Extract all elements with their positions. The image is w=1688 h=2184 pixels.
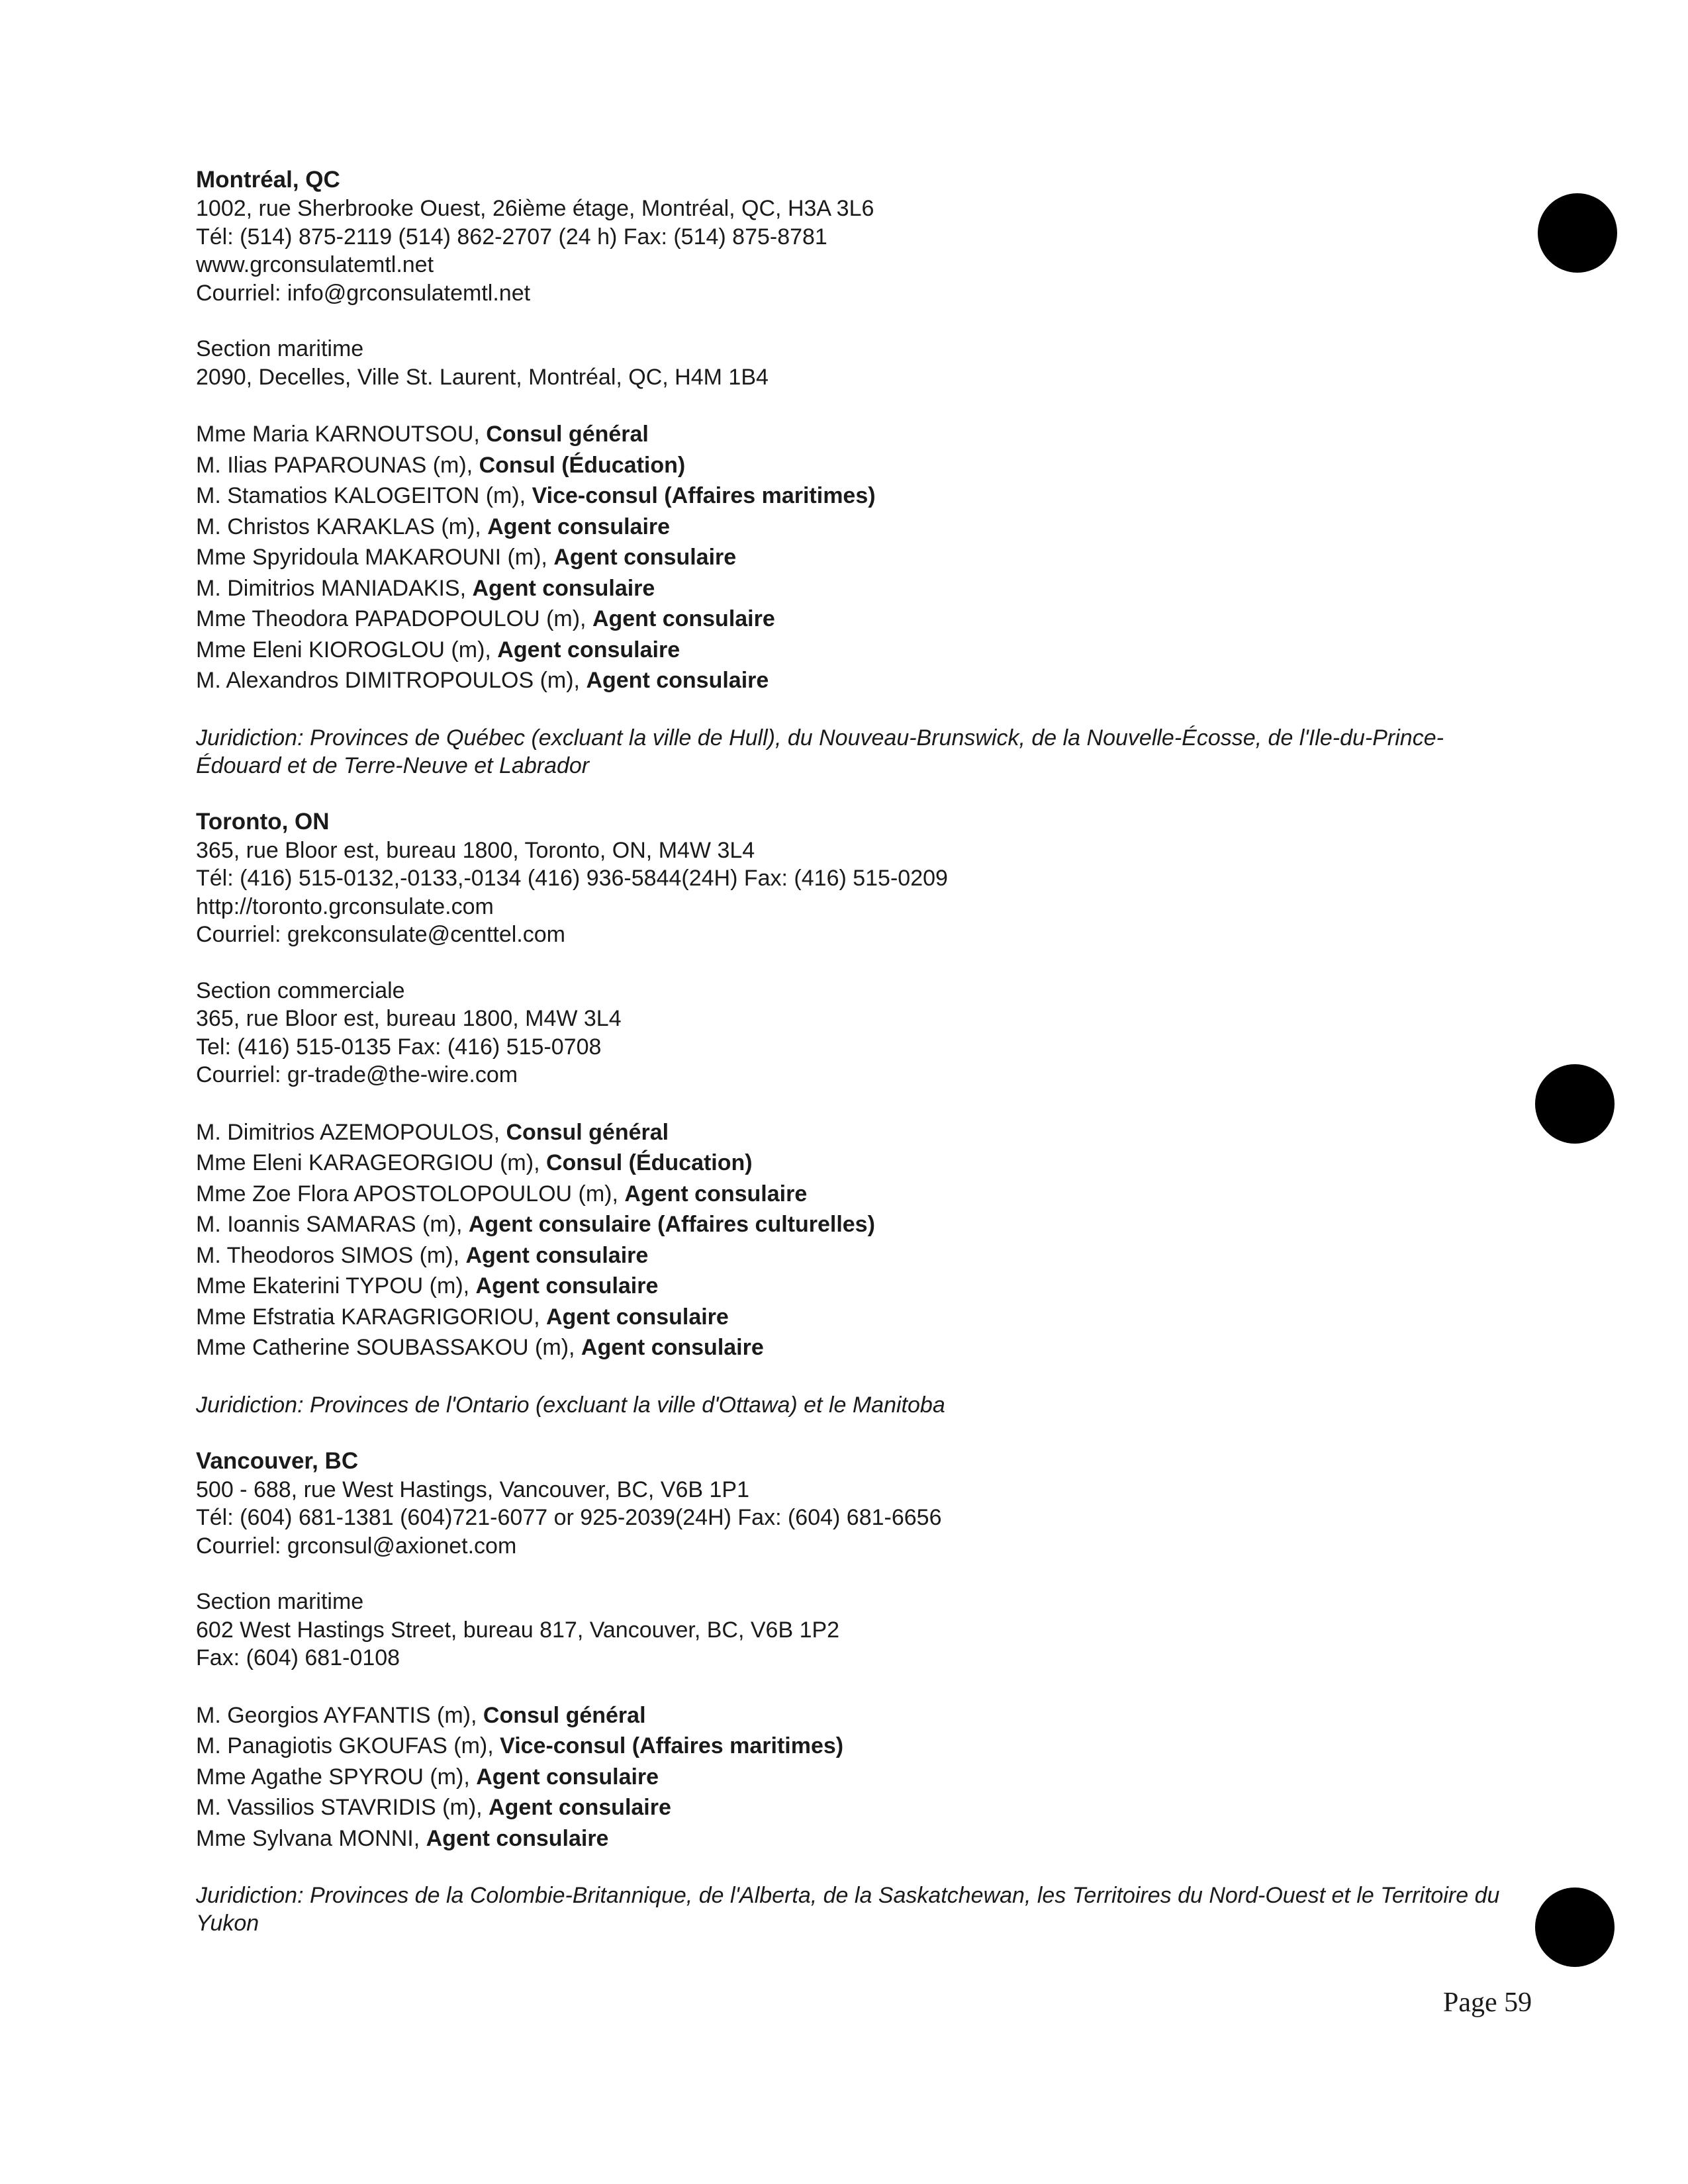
- staff-role: Agent consulaire: [581, 1335, 764, 1360]
- punch-hole-bottom: [1535, 1888, 1615, 1967]
- staff-entry: [196, 450, 1507, 481]
- address: 365, rue Bloor est, bureau 1800, Toronto, ON, M4W 3L4: [196, 837, 755, 863]
- staff-role: Agent consulaire: [487, 514, 671, 539]
- staff-name: Mme Eleni KIOROGLOU (m),: [196, 637, 498, 662]
- staff-entry: [196, 1179, 1507, 1210]
- staff-name: Mme Eleni KARAGEORGIOU (m),: [196, 1150, 546, 1175]
- website: www.grconsulatemtl.net: [196, 252, 434, 277]
- staff-entry: [196, 1731, 1507, 1762]
- email: Courriel: grconsul@axionet.com: [196, 1533, 517, 1559]
- staff-role: Agent consulaire: [426, 1825, 609, 1851]
- staff-entry: [196, 542, 1507, 573]
- staff-role: Vice-consul (Affaires maritimes): [532, 483, 876, 508]
- staff-list: [196, 1700, 1507, 1854]
- staff-name: M. Ilias PAPAROUNAS (m),: [196, 452, 479, 478]
- sub-section-fax: Fax: (604) 681-0108: [196, 1645, 400, 1670]
- staff-role: Agent consulaire: [472, 575, 655, 601]
- staff-role: Agent consulaire (Affaires culturelles): [468, 1212, 875, 1237]
- staff-role: Agent consulaire: [489, 1795, 671, 1820]
- staff-name: M. Theodoros SIMOS (m),: [196, 1242, 466, 1268]
- city-heading: Toronto, ON: [196, 808, 330, 835]
- website: http://toronto.grconsulate.com: [196, 893, 494, 919]
- staff-entry: [196, 512, 1507, 543]
- staff-entry: [196, 1302, 1507, 1333]
- staff-entry: [196, 419, 1507, 450]
- staff-name: Mme Maria KARNOUTSOU,: [196, 422, 487, 447]
- phone: Tél: (604) 681-1381 (604)721-6077 or 925-2039(24H) Fax: (604) 681-6656: [196, 1505, 942, 1530]
- sub-section-address: 602 West Hastings Street, bureau 817, Vancouver, BC, V6B 1P2: [196, 1617, 840, 1643]
- staff-role: Consul général: [506, 1119, 669, 1145]
- staff-role: Agent consulaire: [465, 1242, 649, 1268]
- jurisdiction-note: Juridiction: Provinces de la Colombie-Britannique, de l'Alberta, de la Saskatchewan, les Territoires du Nord-Ouest et le Territoire du Yukon: [196, 1883, 1500, 1936]
- staff-entry: [196, 604, 1507, 635]
- staff-role: Agent consulaire: [475, 1273, 659, 1298]
- staff-entry: [196, 1148, 1507, 1179]
- staff-name: M. Dimitrios AZEMOPOULOS,: [196, 1119, 506, 1145]
- staff-name: Mme Spyridoula MAKAROUNI (m),: [196, 545, 554, 570]
- sub-section-title: Section maritime: [196, 1589, 364, 1614]
- staff-role: Agent consulaire: [476, 1764, 659, 1790]
- staff-name: M. Vassilios STAVRIDIS (m),: [196, 1795, 489, 1820]
- staff-entry: [196, 1209, 1507, 1240]
- address: 1002, rue Sherbrooke Ouest, 26ième étage, Montréal, QC, H3A 3L6: [196, 196, 874, 221]
- consulate-directory: [196, 165, 1507, 1937]
- staff-role: Consul (Éducation): [479, 452, 686, 478]
- staff-entry: [196, 635, 1507, 666]
- staff-name: M. Dimitrios MANIADAKIS,: [196, 575, 473, 601]
- phone: Tél: (416) 515-0132,-0133,-0134 (416) 936-5844(24H) Fax: (416) 515-0209: [196, 866, 948, 891]
- consulate-vancouver: [196, 1447, 1507, 1938]
- staff-entry: [196, 1240, 1507, 1271]
- staff-role: Agent consulaire: [545, 1304, 729, 1330]
- staff-name: Mme Agathe SPYROU (m),: [196, 1764, 477, 1790]
- email: Courriel: info@grconsulatemtl.net: [196, 280, 531, 306]
- staff-entry: [196, 1792, 1507, 1823]
- sub-section-email: Courriel: gr-trade@the-wire.com: [196, 1062, 518, 1087]
- staff-entry: [196, 1271, 1507, 1302]
- staff-role: Vice-consul (Affaires maritimes): [500, 1733, 844, 1758]
- page-number: Page 59: [1443, 1987, 1532, 2018]
- staff-entry: [196, 1117, 1507, 1148]
- staff-name: Mme Efstratia KARAGRIGORIOU,: [196, 1304, 546, 1330]
- staff-list: [196, 1117, 1507, 1363]
- staff-role: Agent consulaire: [497, 637, 680, 662]
- staff-role: Agent consulaire: [592, 606, 775, 631]
- staff-name: Mme Catherine SOUBASSAKOU (m),: [196, 1335, 581, 1360]
- email: Courriel: grekconsulate@centtel.com: [196, 922, 565, 947]
- staff-name: Mme Sylvana MONNI,: [196, 1825, 426, 1851]
- punch-hole-middle: [1535, 1064, 1615, 1144]
- staff-entry: [196, 573, 1507, 604]
- consulate-toronto: [196, 807, 1507, 1419]
- consulate-montreal: [196, 165, 1507, 780]
- staff-role: Agent consulaire: [553, 545, 737, 570]
- staff-name: Mme Ekaterini TYPOU (m),: [196, 1273, 476, 1298]
- staff-list: [196, 419, 1507, 696]
- city-heading: Vancouver, BC: [196, 1447, 359, 1474]
- sub-section-address: 365, rue Bloor est, bureau 1800, M4W 3L4: [196, 1006, 622, 1031]
- staff-name: Mme Zoe Flora APOSTOLOPOULOU (m),: [196, 1181, 625, 1206]
- staff-name: M. Ioannis SAMARAS (m),: [196, 1212, 469, 1237]
- staff-role: Agent consulaire: [624, 1181, 808, 1206]
- staff-role: Consul général: [486, 422, 649, 447]
- staff-entry: [196, 480, 1507, 512]
- jurisdiction-note: Juridiction: Provinces de Québec (excluant la ville de Hull), du Nouveau-Brunswick, de la Nouvelle-Écosse, de l'Ile-du-Prince-Édouard et de Terre-Neuve et Labrador: [196, 725, 1444, 778]
- sub-section-phone: Tel: (416) 515-0135 Fax: (416) 515-0708: [196, 1034, 602, 1060]
- staff-entry: [196, 1700, 1507, 1731]
- staff-entry: [196, 1332, 1507, 1363]
- staff-role: Consul général: [483, 1702, 646, 1728]
- jurisdiction-note: Juridiction: Provinces de l'Ontario (excluant la ville d'Ottawa) et le Manitoba: [196, 1392, 945, 1418]
- staff-name: M. Stamatios KALOGEITON (m),: [196, 483, 532, 508]
- phone: Tél: (514) 875-2119 (514) 862-2707 (24 h) Fax: (514) 875-8781: [196, 224, 827, 250]
- sub-section-title: Section commerciale: [196, 978, 405, 1003]
- punch-hole-top: [1538, 193, 1617, 273]
- sub-section-title: Section maritime: [196, 336, 364, 361]
- sub-section-address: 2090, Decelles, Ville St. Laurent, Montréal, QC, H4M 1B4: [196, 364, 769, 390]
- staff-entry: [196, 1823, 1507, 1854]
- staff-name: M. Christos KARAKLAS (m),: [196, 514, 488, 539]
- city-heading: Montréal, QC: [196, 167, 340, 193]
- staff-entry: [196, 1762, 1507, 1793]
- staff-role: Agent consulaire: [586, 668, 769, 693]
- staff-name: Mme Theodora PAPADOPOULOU (m),: [196, 606, 592, 631]
- staff-name: M. Alexandros DIMITROPOULOS (m),: [196, 668, 586, 693]
- address: 500 - 688, rue West Hastings, Vancouver, BC, V6B 1P1: [196, 1477, 749, 1502]
- staff-role: Consul (Éducation): [545, 1150, 753, 1175]
- staff-entry: [196, 665, 1507, 696]
- staff-name: M. Panagiotis GKOUFAS (m),: [196, 1733, 500, 1758]
- staff-name: M. Georgios AYFANTIS (m),: [196, 1702, 483, 1728]
